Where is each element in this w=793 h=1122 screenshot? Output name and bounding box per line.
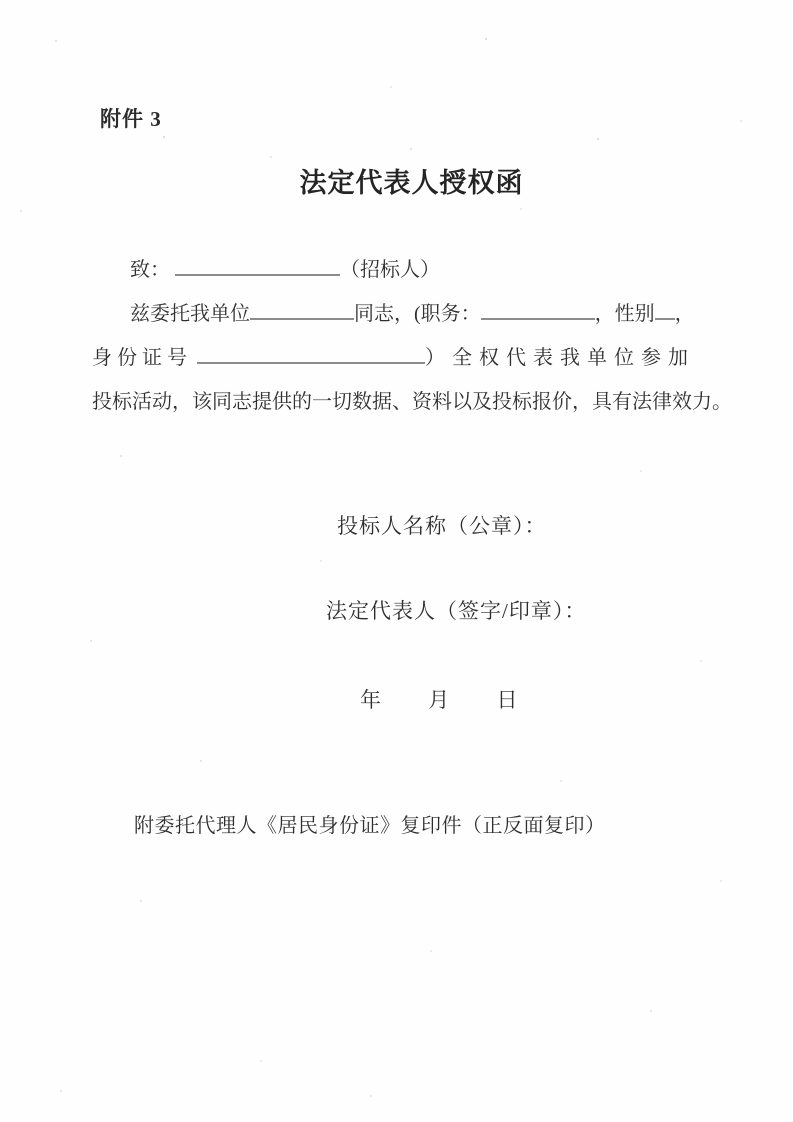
date-day-label: 日	[496, 688, 518, 712]
salutation-suffix: （招标人）	[340, 259, 440, 281]
salutation-line	[92, 255, 692, 299]
scan-noise-speckles	[0, 0, 2, 2]
bidder-name-seal-label: 投标人名称（公章）：	[337, 514, 547, 538]
body-paragraph	[92, 255, 732, 431]
date-month-label: 月	[428, 688, 450, 712]
delegation-text-4: ，	[674, 303, 695, 325]
date-year-label: 年	[360, 688, 381, 712]
blank-gender	[655, 300, 675, 320]
blank-tenderer-name	[175, 256, 340, 276]
legal-representative-signature-label: 法定代表人（签字/印章）：	[326, 599, 587, 623]
id-number-label: 身份证号	[92, 347, 192, 369]
id-number-line	[92, 343, 695, 387]
delegation-line	[92, 299, 695, 343]
delegation-text-2: 同志，(职务：	[354, 303, 481, 325]
legal-effect-text: 投标活动，该同志提供的一切数据、资料以及投标报价，具有法律效力。	[92, 391, 732, 413]
blank-id-number	[197, 344, 425, 364]
id-copy-attachment-note: 附委托代理人《居民身份证》复印件（正反面复印）	[134, 815, 606, 837]
document-title: 法定代表人授权函	[299, 168, 524, 198]
delegation-text-1: 兹委托我单位	[130, 303, 250, 325]
salutation-prefix: 致：	[130, 259, 170, 281]
authorization-text: ）全权代表我单位参加	[425, 347, 695, 369]
blank-delegate-name	[250, 300, 354, 320]
attachment-number-label: 附件 3	[100, 107, 162, 131]
delegation-text-3: ，性别	[594, 303, 655, 325]
legal-effect-line	[92, 387, 732, 431]
date-line	[360, 684, 518, 714]
blank-position	[481, 300, 595, 320]
